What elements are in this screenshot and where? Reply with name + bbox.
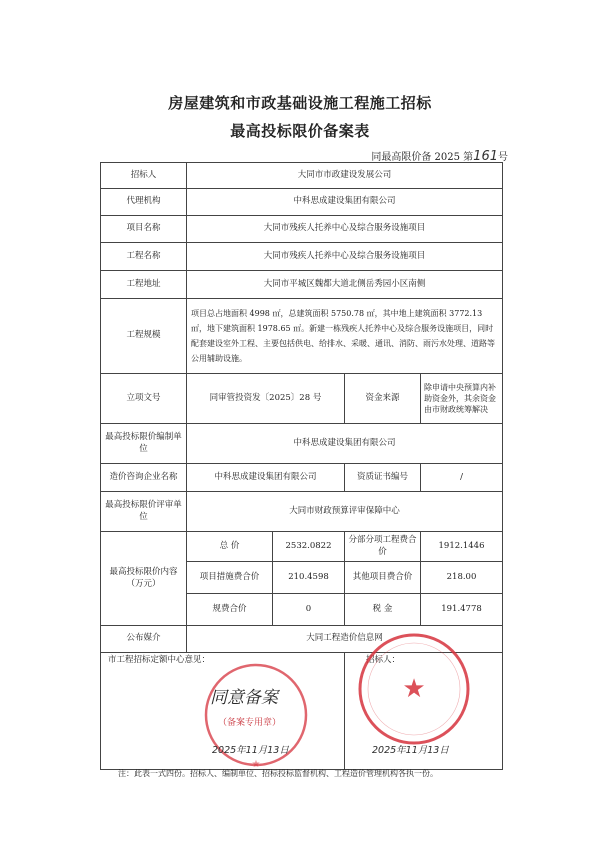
document-title-line1: 房屋建筑和市政基础设施工程施工招标 (168, 94, 432, 112)
compiler-value: 中科思成建设集团有限公司 (187, 424, 503, 464)
tax-label: 税 金 (345, 594, 421, 626)
consult-label: 造价咨询企业名称 (101, 464, 187, 492)
document-title-line2: 最高投标限价备案表 (230, 122, 370, 140)
scale-label: 工程规模 (101, 299, 187, 374)
engineering-name-label: 工程名称 (101, 243, 187, 271)
project-name-value: 大同市残疾人托养中心及综合服务设施项目 (187, 216, 503, 243)
row-tenderer (101, 163, 503, 189)
reviewer-value: 大同市财政预算评审保障中心 (187, 492, 503, 532)
tenderer-label: 招标人 (101, 163, 187, 189)
row-signatures (101, 653, 503, 770)
footnote: 注：此表一式四份。招标人、编制单位、招标投标监督机构、工程造价管理机构各执一份。 (118, 769, 438, 778)
row-reviewer (101, 492, 503, 532)
address-label: 工程地址 (101, 271, 187, 299)
measure-price-label: 项目措施费合价 (187, 562, 273, 594)
row-engineering-name (101, 243, 503, 271)
fund-source-value: 除申请中央预算内补助资金外，其余资金由市财政统筹解决 (421, 374, 503, 424)
svg-text:★: ★ (251, 759, 261, 770)
sign-left-cell (101, 653, 345, 770)
project-name-label: 项目名称 (101, 216, 187, 243)
fee-price-label: 规费合价 (187, 594, 273, 626)
sign-left-date: 2025年11月13日 (212, 745, 289, 756)
fund-source-label: 资金来源 (345, 374, 421, 424)
svg-text:★: ★ (402, 674, 426, 704)
tax-value: 191.4778 (421, 594, 503, 626)
total-price-value: 2532.0822 (273, 532, 345, 562)
sign-right-label: 招标人： (366, 655, 401, 665)
cert-number-value: / (421, 464, 503, 492)
filing-form-table (100, 162, 503, 770)
measure-price-value: 210.4598 (273, 562, 345, 594)
approval-label: 立项文号 (101, 374, 187, 424)
media-label: 公布媒介 (101, 626, 187, 653)
row-project-name (101, 216, 503, 243)
doc-number-prefix: 同最高限价备 2025 第 (371, 152, 474, 163)
doc-number-suffix: 号 (498, 152, 508, 163)
engineering-name-value: 大同市残疾人托养中心及综合服务设施项目 (187, 243, 503, 271)
sub-price-label: 分部分项工程费合价 (345, 532, 421, 562)
cert-number-label: 资质证书编号 (345, 464, 421, 492)
price-content-label: 最高投标限价内容（万元） (101, 532, 187, 626)
approval-handwriting: 同意备案 (210, 688, 278, 708)
row-price-total (101, 532, 503, 562)
fee-price-value: 0 (273, 594, 345, 626)
consult-value: 中科思成建设集团有限公司 (187, 464, 345, 492)
sign-right-date: 2025年11月13日 (372, 745, 449, 756)
media-value: 大同工程造价信息网 (187, 626, 503, 653)
total-price-label: 总 价 (187, 532, 273, 562)
doc-number-handwritten: 161 (473, 149, 498, 164)
agency-label: 代理机构 (101, 189, 187, 216)
approval-value: 同审管投资发〔2025〕28 号 (187, 374, 345, 424)
filing-stamp-caption: （备案专用章） (218, 718, 282, 728)
agency-value: 中科思成建设集团有限公司 (187, 189, 503, 216)
tenderer-value: 大同市市政建设发展公司 (187, 163, 503, 189)
row-compiler (101, 424, 503, 464)
address-value: 大同市平城区魏都大道北侧岳秀园小区南侧 (187, 271, 503, 299)
reviewer-label: 最高投标限价评审单位 (101, 492, 187, 532)
row-address (101, 271, 503, 299)
other-price-label: 其他项目费合价 (345, 562, 421, 594)
row-agency (101, 189, 503, 216)
sign-right-cell (345, 653, 503, 770)
row-consult (101, 464, 503, 492)
sub-price-value: 1912.1446 (421, 532, 503, 562)
scale-value: 项目总占地面积 4998 ㎡，总建筑面积 5750.78 ㎡，其中地上建筑面积 3772.13 ㎡，地下建筑面积 1978.65 ㎡。新建一栋残疾人托养中心及综合服务设施项目，同时配套建设室外工程、主要包括供电、给排水、采暖、通讯、消防、雨污水处理、道路等公用辅助设施。 (187, 299, 503, 374)
compiler-label: 最高投标限价编制单位 (101, 424, 187, 464)
sign-left-label: 市工程招标定额中心意见： (108, 655, 211, 665)
row-scale (101, 299, 503, 374)
row-approval (101, 374, 503, 424)
tenderer-stamp-right (356, 631, 472, 747)
other-price-value: 218.00 (421, 562, 503, 594)
